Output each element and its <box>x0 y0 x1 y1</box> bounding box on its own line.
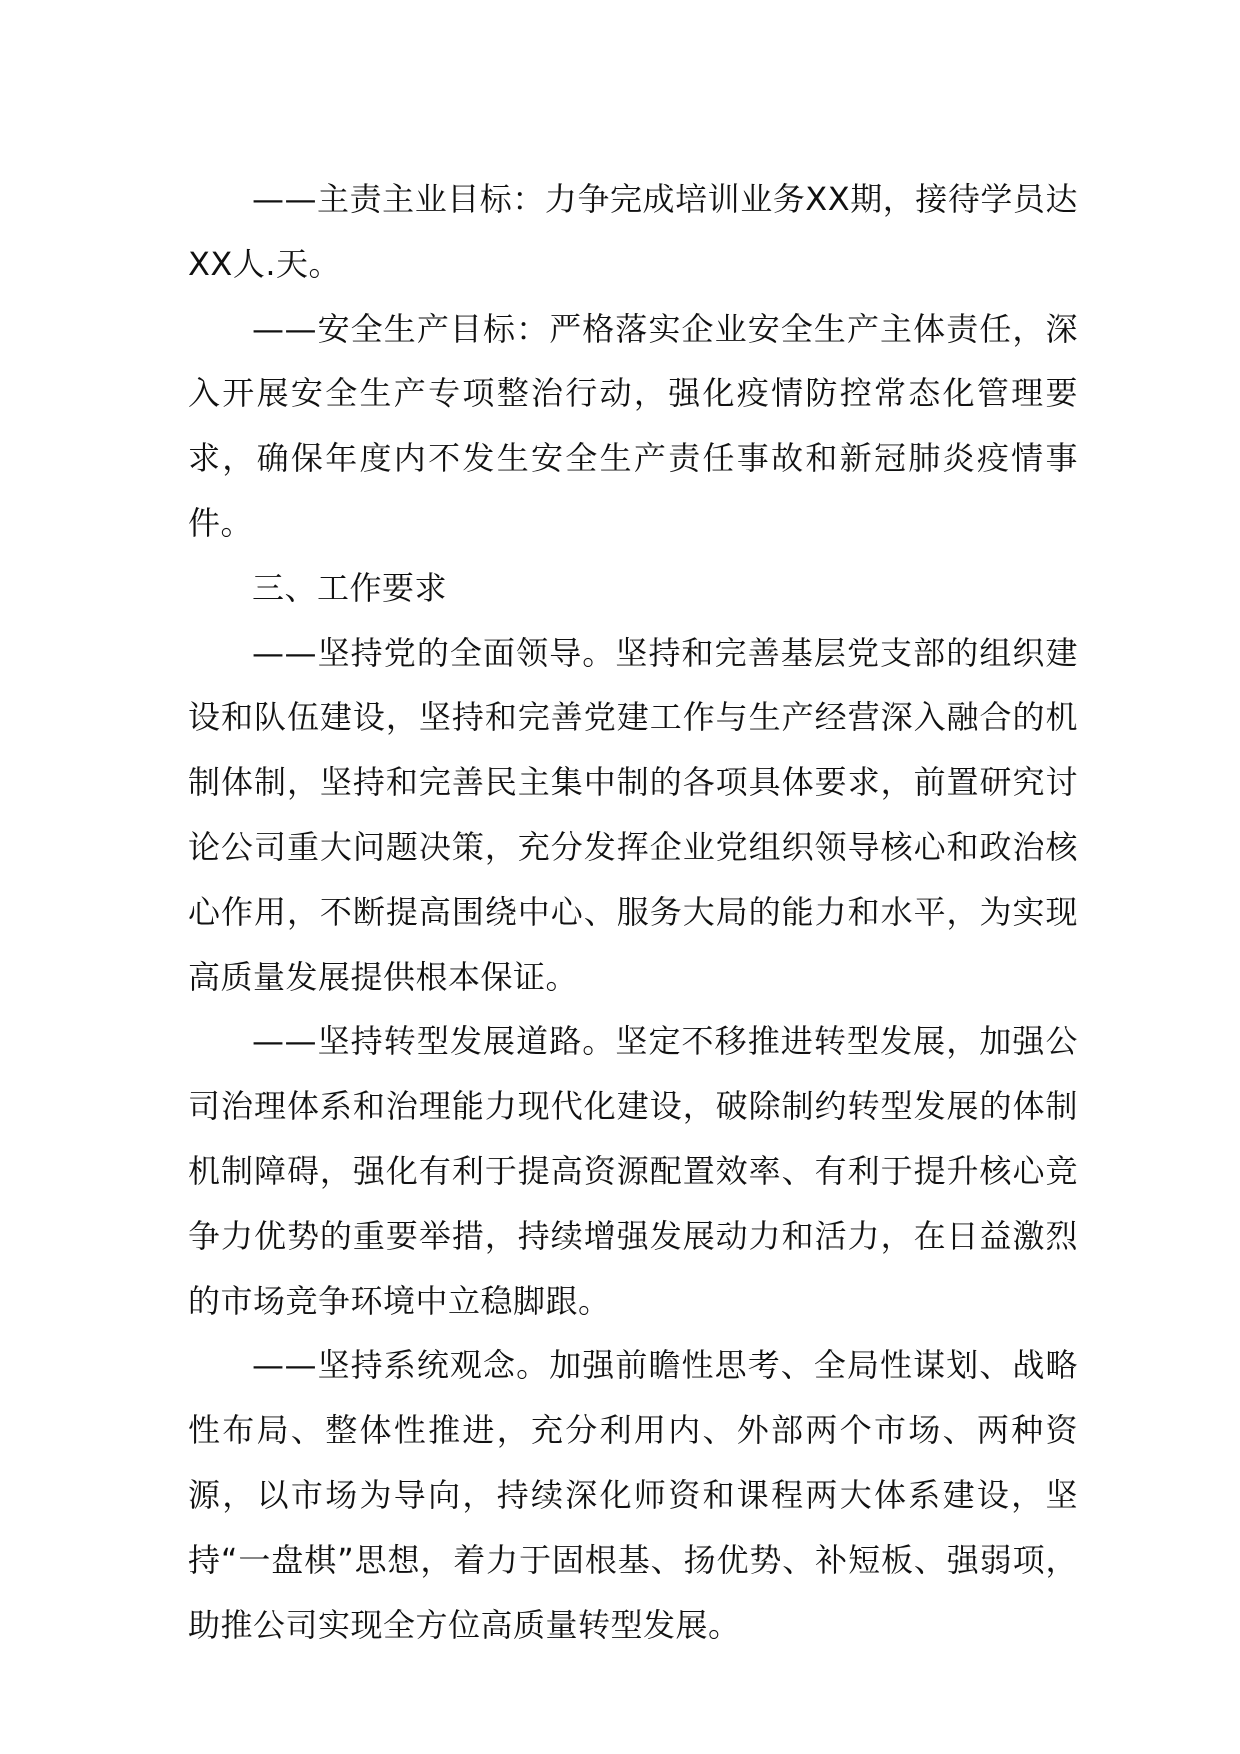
paragraph-main-business-goal: ——主责主业目标：力争完成培训业务XX期，接待学员达XX人.天。 <box>188 180 1078 283</box>
paragraph-transformation-path: ——坚持转型发展道路。坚定不移推进转型发展，加强公司治理体系和治理能力现代化建设，破除制约转型发展的体制机制障碍，强化有利于提高资源配置效率、有利于提升核心竞争力优势的重要举措，持续增强发展动力和活力，在日益激烈的市场竞争环境中立稳脚跟。 <box>188 1022 1078 1320</box>
paragraph-party-leadership: ——坚持党的全面领导。坚持和完善基层党支部的组织建设和队伍建设，坚持和完善党建工作与生产经营深入融合的机制体制，坚持和完善民主集中制的各项具体要求，前置研究讨论公司重大问题决策，充分发挥企业党组织领导核心和政治核心作用，不断提高围绕中心、服务大局的能力和水平，为实现高质量发展提供根本保证。 <box>188 633 1078 996</box>
section-heading-work-requirements: 三、工作要求 <box>252 568 448 607</box>
paragraph-systematic-concept: ——坚持系统观念。加强前瞻性思考、全局性谋划、战略性布局、整体性推进，充分利用内、外部两个市场、两种资源，以市场为导向，持续深化师资和课程两大体系建设，坚持“一盘棋”思想，着力于固根基、扬优势、补短板、强弱项，助推公司实现全方位高质量转型发展。 <box>188 1346 1078 1644</box>
paragraph-safety-goal: ——安全生产目标：严格落实企业安全生产主体责任，深入开展安全生产专项整治行动，强化疫情防控常态化管理要求，确保年度内不发生安全生产责任事故和新冠肺炎疫情事件。 <box>188 309 1078 542</box>
document-body <box>188 167 1078 1657</box>
